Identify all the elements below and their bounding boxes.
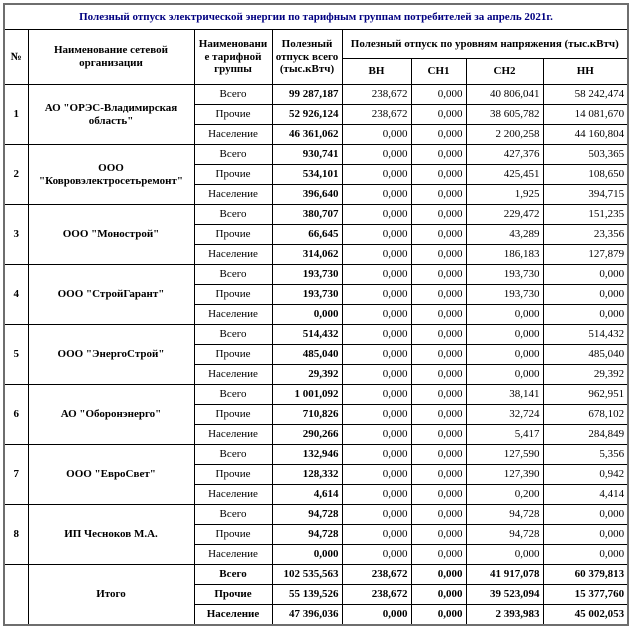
level-сн1-cell: 0,000 bbox=[411, 605, 466, 626]
total-output-cell: 99 287,187 bbox=[272, 85, 342, 105]
total-output-cell: 128,332 bbox=[272, 465, 342, 485]
level-сн2-cell: 127,390 bbox=[466, 465, 543, 485]
tariff-group-cell: Всего bbox=[194, 565, 272, 585]
level-нн-cell: 4,414 bbox=[543, 485, 628, 505]
org-6-row-0 bbox=[4, 385, 628, 405]
row-number-cell: 6 bbox=[4, 385, 28, 445]
level-нн-cell: 60 379,813 bbox=[543, 565, 628, 585]
total-output-cell: 94,728 bbox=[272, 505, 342, 525]
total-output-cell: 314,062 bbox=[272, 245, 342, 265]
tariff-group-cell: Население bbox=[194, 425, 272, 445]
level-вн-cell: 0,000 bbox=[342, 425, 411, 445]
total-output-cell: 132,946 bbox=[272, 445, 342, 465]
level-сн1-cell: 0,000 bbox=[411, 545, 466, 565]
total-output-cell: 380,707 bbox=[272, 205, 342, 225]
level-сн2-cell: 2 393,983 bbox=[466, 605, 543, 626]
org-8-row-0 bbox=[4, 505, 628, 525]
level-сн2-cell: 1,925 bbox=[466, 185, 543, 205]
level-вн-cell: 0,000 bbox=[342, 185, 411, 205]
level-сн1-cell: 0,000 bbox=[411, 145, 466, 165]
col-header-total-output: Полезный отпуск всего (тыс.кВтч) bbox=[272, 30, 342, 85]
level-сн1-cell: 0,000 bbox=[411, 525, 466, 545]
level-сн2-cell: 0,000 bbox=[466, 365, 543, 385]
level-нн-cell: 44 160,804 bbox=[543, 125, 628, 145]
total-output-cell: 0,000 bbox=[272, 305, 342, 325]
level-сн2-cell: 32,724 bbox=[466, 405, 543, 425]
tariff-group-cell: Население bbox=[194, 365, 272, 385]
level-сн2-cell: 0,000 bbox=[466, 545, 543, 565]
level-вн-cell: 0,000 bbox=[342, 205, 411, 225]
col-header-voltage-levels-group: Полезный отпуск по уровням напряжения (тыс.кВтч) bbox=[342, 30, 628, 59]
level-сн1-cell: 0,000 bbox=[411, 285, 466, 305]
total-output-cell: 290,266 bbox=[272, 425, 342, 445]
level-вн-cell: 238,672 bbox=[342, 585, 411, 605]
org-name-cell: ООО "ЕвроСвет" bbox=[28, 445, 194, 505]
level-сн2-cell: 94,728 bbox=[466, 525, 543, 545]
level-вн-cell: 0,000 bbox=[342, 485, 411, 505]
level-сн1-cell: 0,000 bbox=[411, 505, 466, 525]
grand-total-row-0 bbox=[4, 565, 628, 585]
level-сн2-cell: 2 200,258 bbox=[466, 125, 543, 145]
level-нн-cell: 15 377,760 bbox=[543, 585, 628, 605]
total-output-cell: 485,040 bbox=[272, 345, 342, 365]
org-name-cell: ООО "ЭнергоСтрой" bbox=[28, 325, 194, 385]
level-нн-cell: 485,040 bbox=[543, 345, 628, 365]
level-сн1-cell: 0,000 bbox=[411, 425, 466, 445]
col-header-tariff-group: Наименование тарифной группы bbox=[194, 30, 272, 85]
level-вн-cell: 0,000 bbox=[342, 245, 411, 265]
level-сн1-cell: 0,000 bbox=[411, 265, 466, 285]
col-header-num: № bbox=[4, 30, 28, 85]
level-сн2-cell: 193,730 bbox=[466, 265, 543, 285]
tariff-group-cell: Всего bbox=[194, 85, 272, 105]
level-вн-cell: 0,000 bbox=[342, 605, 411, 626]
level-вн-cell: 0,000 bbox=[342, 445, 411, 465]
level-нн-cell: 151,235 bbox=[543, 205, 628, 225]
tariff-group-cell: Население bbox=[194, 245, 272, 265]
level-нн-cell: 0,000 bbox=[543, 545, 628, 565]
level-сн1-cell: 0,000 bbox=[411, 205, 466, 225]
level-вн-cell: 0,000 bbox=[342, 305, 411, 325]
org-name-cell: ИП Чесноков М.А. bbox=[28, 505, 194, 565]
total-output-cell: 55 139,526 bbox=[272, 585, 342, 605]
org-1-row-0 bbox=[4, 85, 628, 105]
title-row bbox=[4, 4, 628, 30]
level-нн-cell: 5,356 bbox=[543, 445, 628, 465]
level-сн2-cell: 127,590 bbox=[466, 445, 543, 465]
level-сн2-cell: 38 605,782 bbox=[466, 105, 543, 125]
level-вн-cell: 0,000 bbox=[342, 545, 411, 565]
level-вн-cell: 0,000 bbox=[342, 125, 411, 145]
org-4-row-0 bbox=[4, 265, 628, 285]
level-вн-cell: 238,672 bbox=[342, 85, 411, 105]
tariff-group-cell: Всего bbox=[194, 385, 272, 405]
level-сн1-cell: 0,000 bbox=[411, 105, 466, 125]
level-нн-cell: 678,102 bbox=[543, 405, 628, 425]
col-header-level-1: СН1 bbox=[411, 59, 466, 85]
row-number-cell: 3 bbox=[4, 205, 28, 265]
level-сн2-cell: 0,000 bbox=[466, 305, 543, 325]
org-5-row-0 bbox=[4, 325, 628, 345]
org-3-row-0 bbox=[4, 205, 628, 225]
tariff-group-cell: Прочие bbox=[194, 165, 272, 185]
col-header-org: Наименование сетевой организации bbox=[28, 30, 194, 85]
level-сн1-cell: 0,000 bbox=[411, 585, 466, 605]
total-output-cell: 94,728 bbox=[272, 525, 342, 545]
level-сн1-cell: 0,000 bbox=[411, 165, 466, 185]
level-сн2-cell: 427,376 bbox=[466, 145, 543, 165]
level-нн-cell: 58 242,474 bbox=[543, 85, 628, 105]
total-output-cell: 66,645 bbox=[272, 225, 342, 245]
org-name-cell: АО "ОРЭС-Владимирская область" bbox=[28, 85, 194, 145]
total-output-cell: 710,826 bbox=[272, 405, 342, 425]
total-output-cell: 46 361,062 bbox=[272, 125, 342, 145]
level-нн-cell: 284,849 bbox=[543, 425, 628, 445]
level-сн1-cell: 0,000 bbox=[411, 385, 466, 405]
tariff-group-cell: Население bbox=[194, 125, 272, 145]
level-сн2-cell: 186,183 bbox=[466, 245, 543, 265]
tariff-group-cell: Население bbox=[194, 305, 272, 325]
level-сн1-cell: 0,000 bbox=[411, 445, 466, 465]
total-output-cell: 930,741 bbox=[272, 145, 342, 165]
tariff-group-cell: Прочие bbox=[194, 405, 272, 425]
level-вн-cell: 0,000 bbox=[342, 365, 411, 385]
org-name-cell: ООО "СтройГарант" bbox=[28, 265, 194, 325]
row-number-cell: 2 bbox=[4, 145, 28, 205]
level-нн-cell: 45 002,053 bbox=[543, 605, 628, 626]
level-нн-cell: 0,000 bbox=[543, 265, 628, 285]
level-сн1-cell: 0,000 bbox=[411, 345, 466, 365]
level-нн-cell: 503,365 bbox=[543, 145, 628, 165]
level-нн-cell: 0,000 bbox=[543, 525, 628, 545]
level-сн1-cell: 0,000 bbox=[411, 565, 466, 585]
org-7-row-0 bbox=[4, 445, 628, 465]
level-нн-cell: 0,000 bbox=[543, 505, 628, 525]
total-output-cell: 514,432 bbox=[272, 325, 342, 345]
tariff-group-cell: Прочие bbox=[194, 105, 272, 125]
row-number-cell: 4 bbox=[4, 265, 28, 325]
tariff-group-cell: Прочие bbox=[194, 285, 272, 305]
tariff-group-cell: Всего bbox=[194, 205, 272, 225]
level-сн2-cell: 5,417 bbox=[466, 425, 543, 445]
header-row-top bbox=[4, 30, 628, 59]
level-вн-cell: 0,000 bbox=[342, 525, 411, 545]
org-2-row-0 bbox=[4, 145, 628, 165]
level-вн-cell: 0,000 bbox=[342, 385, 411, 405]
tariff-group-cell: Население bbox=[194, 605, 272, 626]
table-body bbox=[4, 85, 628, 626]
level-сн1-cell: 0,000 bbox=[411, 465, 466, 485]
grand-total-label-cell: Итого bbox=[28, 565, 194, 626]
level-сн2-cell: 229,472 bbox=[466, 205, 543, 225]
level-сн2-cell: 425,451 bbox=[466, 165, 543, 185]
tariff-group-cell: Население bbox=[194, 185, 272, 205]
tariff-group-cell: Прочие bbox=[194, 225, 272, 245]
tariff-group-cell: Всего bbox=[194, 325, 272, 345]
level-сн2-cell: 0,000 bbox=[466, 345, 543, 365]
level-сн1-cell: 0,000 bbox=[411, 405, 466, 425]
level-сн2-cell: 41 917,078 bbox=[466, 565, 543, 585]
level-нн-cell: 514,432 bbox=[543, 325, 628, 345]
total-output-cell: 47 396,036 bbox=[272, 605, 342, 626]
level-нн-cell: 0,000 bbox=[543, 305, 628, 325]
tariff-group-cell: Всего bbox=[194, 505, 272, 525]
tariff-group-cell: Население bbox=[194, 485, 272, 505]
level-нн-cell: 14 081,670 bbox=[543, 105, 628, 125]
level-нн-cell: 29,392 bbox=[543, 365, 628, 385]
level-сн1-cell: 0,000 bbox=[411, 485, 466, 505]
level-сн1-cell: 0,000 bbox=[411, 125, 466, 145]
level-нн-cell: 23,356 bbox=[543, 225, 628, 245]
tariff-group-cell: Прочие bbox=[194, 525, 272, 545]
total-output-cell: 534,101 bbox=[272, 165, 342, 185]
level-сн2-cell: 94,728 bbox=[466, 505, 543, 525]
level-сн2-cell: 0,200 bbox=[466, 485, 543, 505]
org-name-cell: ООО "Ковровэлектросетьремонт" bbox=[28, 145, 194, 205]
tariff-group-cell: Прочие bbox=[194, 345, 272, 365]
level-вн-cell: 0,000 bbox=[342, 145, 411, 165]
tariff-group-cell: Всего bbox=[194, 445, 272, 465]
level-нн-cell: 394,715 bbox=[543, 185, 628, 205]
org-name-cell: АО "Оборонэнерго" bbox=[28, 385, 194, 445]
tariff-group-cell: Население bbox=[194, 545, 272, 565]
level-сн1-cell: 0,000 bbox=[411, 325, 466, 345]
level-сн1-cell: 0,000 bbox=[411, 225, 466, 245]
level-нн-cell: 962,951 bbox=[543, 385, 628, 405]
tariff-group-cell: Прочие bbox=[194, 585, 272, 605]
level-вн-cell: 0,000 bbox=[342, 285, 411, 305]
level-сн1-cell: 0,000 bbox=[411, 185, 466, 205]
total-output-cell: 0,000 bbox=[272, 545, 342, 565]
total-output-cell: 193,730 bbox=[272, 265, 342, 285]
level-вн-cell: 0,000 bbox=[342, 345, 411, 365]
level-вн-cell: 238,672 bbox=[342, 565, 411, 585]
level-нн-cell: 0,942 bbox=[543, 465, 628, 485]
level-сн2-cell: 43,289 bbox=[466, 225, 543, 245]
level-нн-cell: 127,879 bbox=[543, 245, 628, 265]
level-вн-cell: 0,000 bbox=[342, 265, 411, 285]
level-вн-cell: 0,000 bbox=[342, 165, 411, 185]
level-вн-cell: 0,000 bbox=[342, 225, 411, 245]
total-output-cell: 29,392 bbox=[272, 365, 342, 385]
level-вн-cell: 0,000 bbox=[342, 325, 411, 345]
level-сн1-cell: 0,000 bbox=[411, 305, 466, 325]
tariff-group-cell: Всего bbox=[194, 145, 272, 165]
org-name-cell: ООО "Монострой" bbox=[28, 205, 194, 265]
col-header-level-2: СН2 bbox=[466, 59, 543, 85]
level-сн1-cell: 0,000 bbox=[411, 365, 466, 385]
level-сн2-cell: 38,141 bbox=[466, 385, 543, 405]
report-title: Полезный отпуск электрической энергии по тарифным группам потребителей за апрель 2021г. bbox=[4, 4, 628, 30]
level-вн-cell: 238,672 bbox=[342, 105, 411, 125]
row-number-cell bbox=[4, 565, 28, 626]
total-output-cell: 396,640 bbox=[272, 185, 342, 205]
row-number-cell: 1 bbox=[4, 85, 28, 145]
total-output-cell: 193,730 bbox=[272, 285, 342, 305]
useful-output-table bbox=[3, 3, 629, 626]
row-number-cell: 8 bbox=[4, 505, 28, 565]
total-output-cell: 4,614 bbox=[272, 485, 342, 505]
level-вн-cell: 0,000 bbox=[342, 405, 411, 425]
level-сн2-cell: 39 523,094 bbox=[466, 585, 543, 605]
total-output-cell: 102 535,563 bbox=[272, 565, 342, 585]
level-сн2-cell: 0,000 bbox=[466, 325, 543, 345]
col-header-level-0: ВН bbox=[342, 59, 411, 85]
level-вн-cell: 0,000 bbox=[342, 505, 411, 525]
total-output-cell: 52 926,124 bbox=[272, 105, 342, 125]
col-header-level-3: НН bbox=[543, 59, 628, 85]
total-output-cell: 1 001,092 bbox=[272, 385, 342, 405]
tariff-group-cell: Всего bbox=[194, 265, 272, 285]
level-сн1-cell: 0,000 bbox=[411, 245, 466, 265]
level-вн-cell: 0,000 bbox=[342, 465, 411, 485]
level-сн1-cell: 0,000 bbox=[411, 85, 466, 105]
row-number-cell: 7 bbox=[4, 445, 28, 505]
level-нн-cell: 0,000 bbox=[543, 285, 628, 305]
level-сн2-cell: 193,730 bbox=[466, 285, 543, 305]
row-number-cell: 5 bbox=[4, 325, 28, 385]
tariff-group-cell: Прочие bbox=[194, 465, 272, 485]
level-нн-cell: 108,650 bbox=[543, 165, 628, 185]
level-сн2-cell: 40 806,041 bbox=[466, 85, 543, 105]
